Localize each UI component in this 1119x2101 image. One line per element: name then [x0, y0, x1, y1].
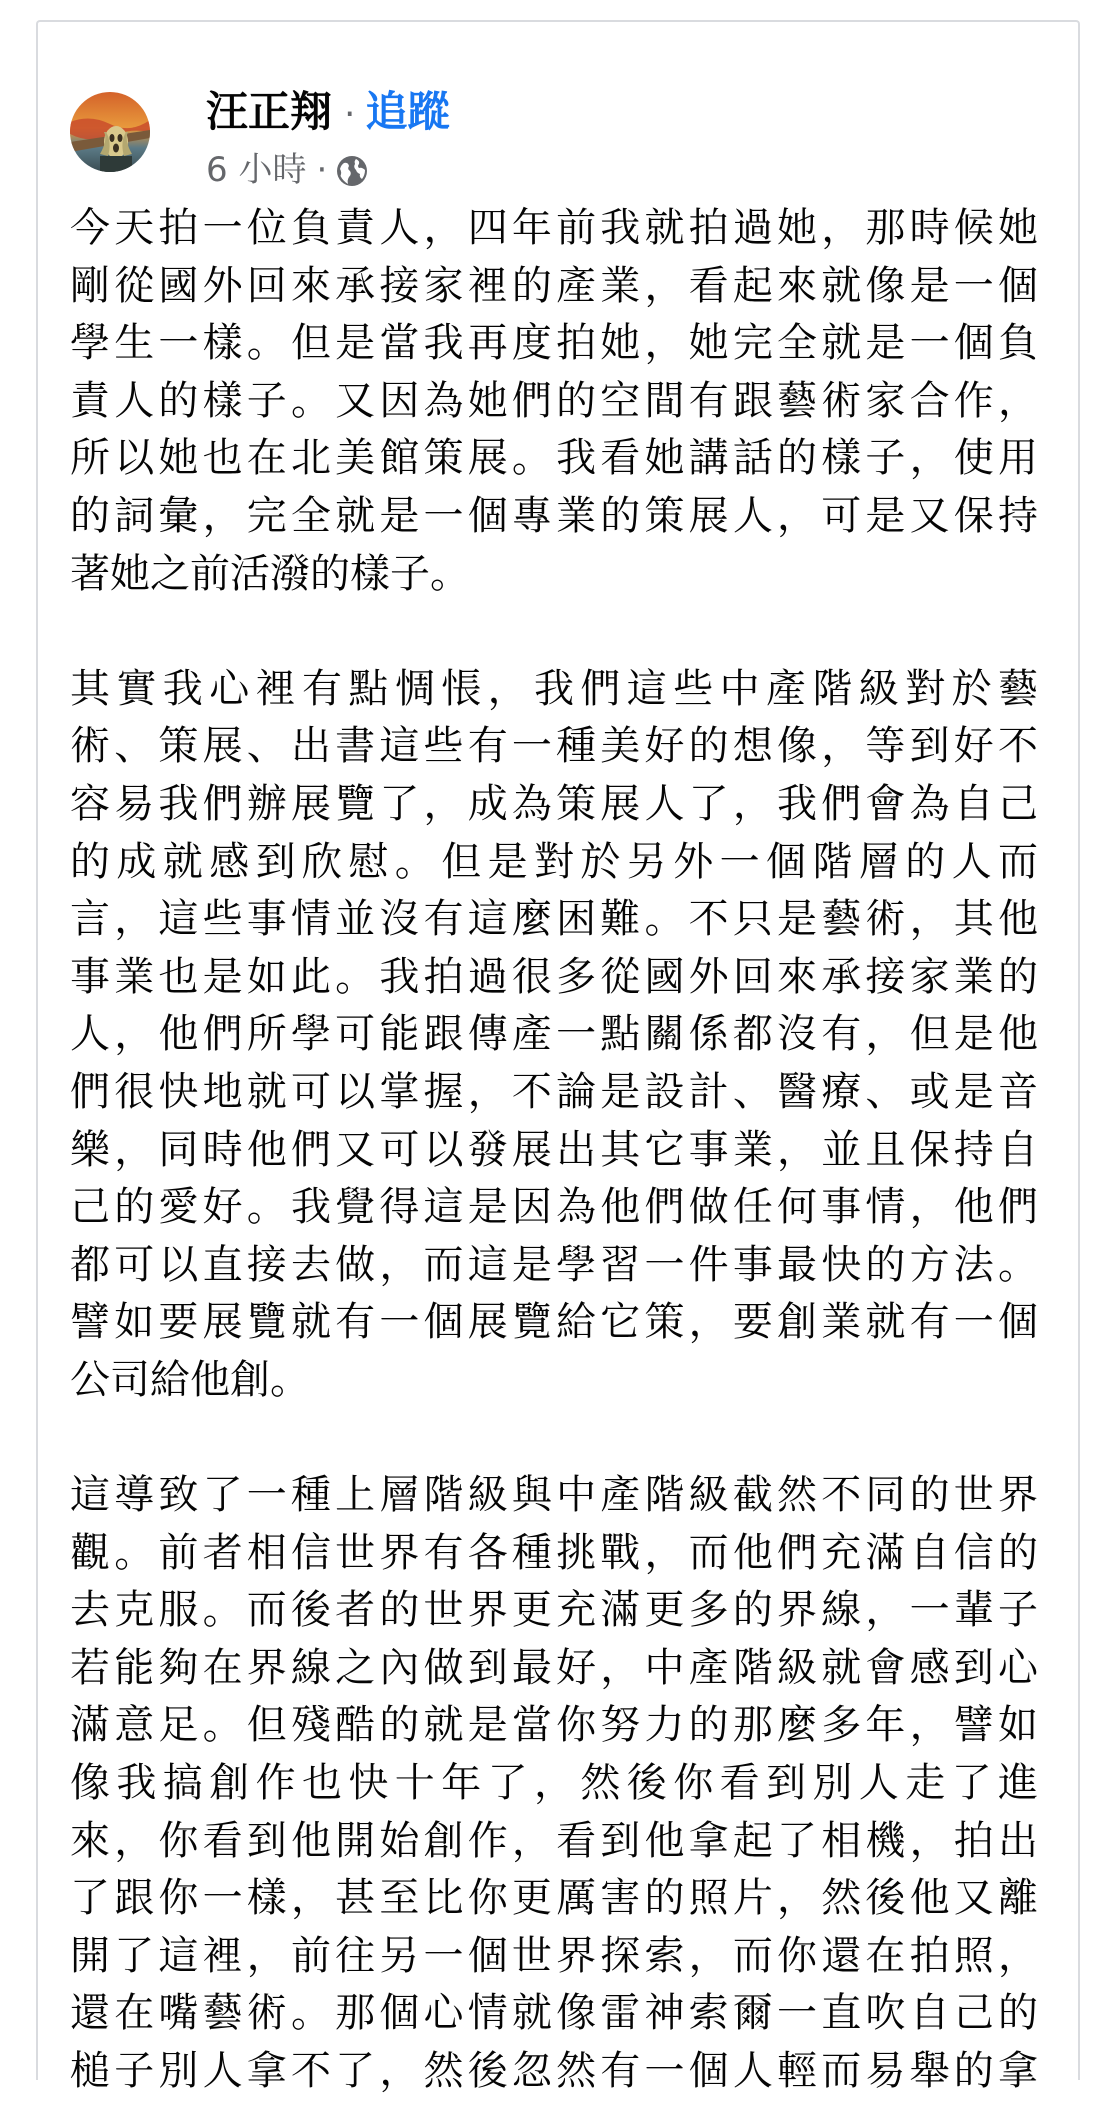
post-text-line: 樂，同時他們又可以發展出其它事業，並且保持自 [70, 1126, 1038, 1173]
post-body [70, 200, 1038, 2101]
post-text-line: 了跟你一樣，甚至比你更厲害的照片，然後他又離 [70, 1875, 1038, 1922]
name-separator: · [344, 94, 356, 135]
post-text-line: 剛從國外回來承接家裡的產業，看起來就像是一個 [70, 262, 1038, 309]
post-text-line: 觀。前者相信世界有各種挑戰，而他們充滿自信的 [70, 1529, 1038, 1576]
post-text-line: 像我搞創作也快十年了，然後你看到別人走了進 [70, 1760, 1038, 1807]
post-text-line: 來，你看到他開始創作，看到他拿起了相機，拍出 [70, 1817, 1038, 1864]
paragraph-gap [70, 603, 1038, 661]
post-text-line: 的成就感到欣慰。但是對於另外一個階層的人而 [70, 838, 1038, 885]
globe-icon[interactable] [335, 153, 369, 187]
post-text-line: 己的愛好。我覺得這是因為他們做任何事情，他們 [70, 1184, 1038, 1231]
post-text-line: 這導致了一種上層階級與中產階級截然不同的世界 [70, 1472, 1038, 1519]
post-text-line: 去克服。而後者的世界更充滿更多的界線，一輩子 [70, 1587, 1038, 1634]
post-text-line: 言，這些事情並沒有這麼困難。不只是藝術，其他 [70, 896, 1038, 943]
post-text-line: 著她之前活潑的樣子。 [70, 550, 470, 597]
author-avatar[interactable] [70, 92, 150, 172]
post-text-line: 都可以直接去做，而這是學習一件事最快的方法。 [70, 1241, 1038, 1288]
post-text-line: 開了這裡，前往另一個世界探索，而你還在拍照， [70, 1932, 1038, 1979]
follow-button[interactable]: 追蹤 [365, 87, 450, 136]
post-text-line: 人，他們所學可能跟傳產一點關係都沒有，但是他 [70, 1011, 1038, 1058]
post-paragraph [70, 1467, 1038, 2101]
author-name[interactable]: 汪正翔 [206, 87, 333, 136]
post-text-line: 滿意足。但殘酷的就是當你努力的那麼多年，譬如 [70, 1702, 1038, 1749]
post-text-line: 還在嘴藝術。那個心情就像雷神索爾一直吹自己的 [70, 1990, 1038, 2037]
post-paragraph [70, 200, 1038, 603]
post-text-line: 今天拍一位負責人，四年前我就拍過她，那時候她 [70, 205, 1038, 251]
post-text-line: 所以她也在北美館策展。我看她講話的樣子，使用 [70, 435, 1038, 482]
author-line [206, 84, 449, 143]
post-paragraph [70, 661, 1038, 1410]
post-text-line: 若能夠在界線之內做到最好，中產階級就會感到心 [70, 1644, 1038, 1691]
post-text-line: 責人的樣子。又因為她們的空間有跟藝術家合作， [70, 377, 1038, 424]
meta-separator: · [316, 150, 328, 190]
post-text-line: 槌子別人拿不了，然後忽然有一個人輕而易舉的拿 [70, 2048, 1038, 2094]
post-text-line: 其實我心裡有點惆悵，我們這些中產階級對於藝 [70, 665, 1038, 712]
scream-painting-avatar-icon [70, 92, 150, 172]
post-text-line: 們很快地就可以掌握，不論是設計、醫療、或是音 [70, 1068, 1038, 1115]
post-text-line: 的詞彙，完全就是一個專業的策展人，可是又保持 [70, 492, 1038, 539]
post-text-line: 公司給他創。 [70, 1356, 310, 1403]
post-meta [206, 146, 369, 194]
post-card [36, 20, 1080, 2094]
post-text-line: 學生一樣。但是當我再度拍她，她完全就是一個負 [70, 320, 1038, 367]
post-text-line: 譬如要展覽就有一個展覽給它策，要創業就有一個 [70, 1299, 1038, 1346]
post-text-line: 容易我們辦展覽了，成為策展人了，我們會為自己 [70, 780, 1038, 827]
paragraph-gap [70, 1409, 1038, 1467]
post-text-line: 術、策展、出書這些有一種美好的想像，等到好不 [70, 723, 1038, 770]
post-text-line: 事業也是如此。我拍過很多從國外回來承接家業的 [70, 953, 1038, 1000]
post-timestamp[interactable]: 6 小時 [206, 150, 307, 190]
